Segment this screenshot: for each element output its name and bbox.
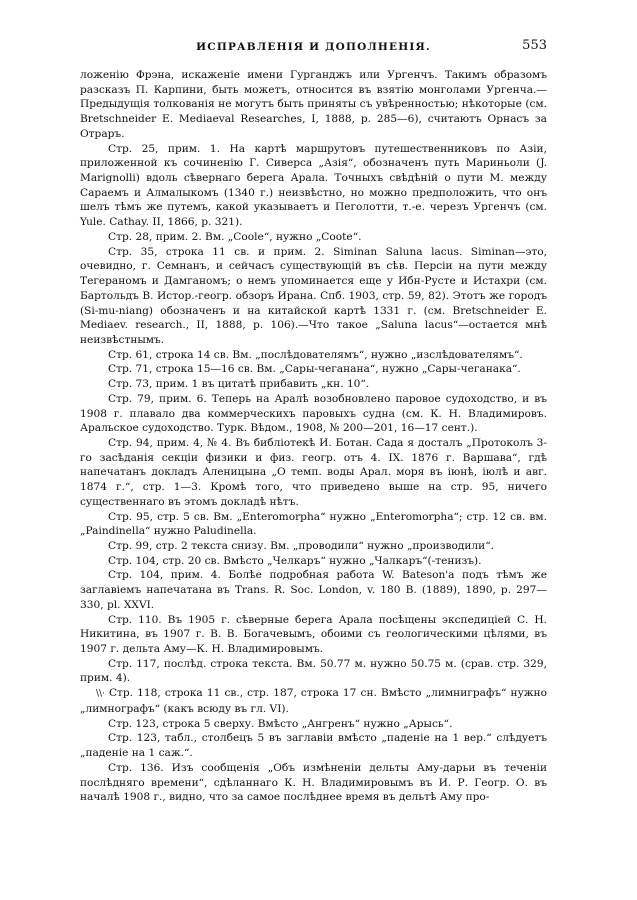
- paragraph: Стр. 61, строка 14 св. Вм. „послѣдователямъ“, нужно „изслѣдователямъ“.: [108, 348, 523, 361]
- paragraph-with-margin-mark: [80, 686, 547, 716]
- paragraph: Стр. 104, стр. 20 св. Вмѣсто „Челкаръ“ нужно „Чалкаръ“(-тенизъ).: [108, 554, 482, 567]
- paragraph: Стр. 123, строка 5 сверху. Вмѣсто „Ангренъ“ нужно „Арысь“.: [108, 717, 453, 730]
- paragraph: Стр. 28, прим. 2. Вм. „Coole“, нужно „Coote“.: [108, 230, 362, 243]
- paragraph: Стр. 25, прим. 1. На картѣ маршрутовъ путешественниковъ по Азіи, приложенной къ сочиненію Г. Сиверса „Азія“, обозначенъ путь Мариньоли (J. Marignolli) вдоль сѣвернаго берега Арала. Точныхъ свѣдѣній о пути М. между Сараемъ и Алмалыкомъ (1340 г.) неизвѣстно, но можно предположить, что онъ шелъ тѣмъ же путемъ, какой указываетъ и Пеголотти, т.-е. черезъ Ургенчъ (см. Yule. Cathay. II, 1866, p. 321).: [80, 142, 547, 229]
- paragraph: Стр. 123, табл., столбецъ 5 въ заглавіи вмѣсто „паденіе на 1 вер.“ слѣдуетъ „паденіе на 1 саж.“.: [80, 732, 547, 760]
- page-number: 553: [522, 38, 547, 53]
- paragraph: Стр. 71, строка 15—16 св. Вм. „Сары-чеганана“, нужно „Сары-чеганака“.: [108, 363, 521, 376]
- paragraph: Стр. 110. Въ 1905 г. сѣверные берега Арала посѣщены экспедиціей С. Н. Никитина, въ 1907 г. В. В. Богачевымъ, обоими съ геологическими цѣлями, въ 1907 г. дельта Аму—К. Н. Владимировымъ.: [80, 613, 547, 656]
- running-title: ИСПРАВЛЕНІЯ И ДОПОЛНЕНІЯ.: [196, 41, 431, 53]
- paragraph: Стр. 95, стр. 5 св. Вм. „Enteromorpha“ нужно „Enteromorpha“; стр. 12 св. вм. „Paindinella“ нужно Paludinella.: [80, 510, 547, 538]
- paragraph: Стр. 79, прим. 6. Теперь на Аралѣ возобновлено паровое судоходство, и въ 1908 г. плавало два коммерческихъ паровыхъ судна (см. К. Н. Владимировъ. Аральское судоходство. Турк. Вѣдом., 1908, № 200—201, 16—17 сент.).: [80, 392, 547, 435]
- page-header: [80, 38, 547, 54]
- paragraph: Стр. 99, стр. 2 текста снизу. Вм. „проводили“ нужно „производили“.: [108, 540, 495, 552]
- paragraph-text: Стр. 118, строка 11 св., стр. 187, строка 17 сн. Вмѣсто „лимниграфъ“ нужно „лимнографъ“ (какъ всюду въ гл. VI).: [80, 687, 547, 715]
- paragraph: Стр. 136. Изъ сообщенія „Объ измѣненіи дельты Аму-дарьи въ теченіи послѣдняго времени“, сдѣланнаго К. Н. Владимировымъ въ И. Р. Геогр. О. въ началѣ 1908 г., видно, что за самое послѣднее время въ дельтѣ Аму про-: [80, 761, 547, 804]
- margin-mark: \\·: [96, 689, 105, 700]
- paragraph: Стр. 94, прим. 4, № 4. Въ библіотекѣ И. Ботан. Сада я досталъ „Протоколъ 3-го засѣданія секціи физики и физ. геогр. отъ 4. IX. 1876 г. Варшава“, гдѣ напечатанъ докладъ Аленицына „О темп. воды Арал. моря въ іюнѣ, іюлѣ и авг. 1874 г.“, стр. 1—3. Кромѣ того, что приведено выше на стр. 95, ничего существеннаго въ этомъ докладѣ нѣтъ.: [80, 436, 547, 508]
- paragraph: Стр. 104, прим. 4. Болѣе подробная работа W. Bateson'a подъ тѣмъ же заглавіемъ напечатана въ Trans. R. Soc. London, v. 180 B. (1889), 1890, p. 297—330, pl. XXVI.: [80, 569, 547, 611]
- paragraph: Стр. 117, послѣд. строка текста. Вм. 50.77 м. нужно 50.75 м. (срав. стр. 329, прим. 4).: [80, 657, 547, 685]
- paragraph: ложенію Фрэна, искаженіе имени Гурганджъ или Ургенчъ. Такимъ образомъ разсказъ П. Карпини, быть можетъ, относится въ взятію монголами Ургенча.— Предыдущія толкованія не могутъ быть приняты съ увѣренностью; нѣкоторые (см. Bretschneider E. Mediaeval Researches, I, 1888, p. 285—6), считаютъ Орнасъ за Отраръ.: [80, 69, 547, 140]
- paragraph: Стр. 73, прим. 1 въ цитатѣ прибавить „кн. 10“.: [108, 378, 370, 391]
- paragraph: Стр. 35, строка 11 св. и прим. 2. Siminan Saluna lacus. Siminan—это, очевидно, г. Семнанъ, и сейчасъ существующій въ сѣв. Персіи на пути между Тегераномъ и Дамганомъ; о немъ упоминается еще у Ибн-Русте и Истахри (см. Бартольдъ В. Истор.-геогр. обзоръ Ирана. Спб. 1903, стр. 59, 82). Этотъ же городъ (Si-mu-niang) обозначенъ и на китайской картѣ 1331 г. (см. Bretschneider E. Mediaev. research., II, 1888, p. 106).—Что такое „Saluna lacus“—остается мнѣ неизвѣстнымъ.: [80, 245, 547, 346]
- page-body: [80, 68, 547, 805]
